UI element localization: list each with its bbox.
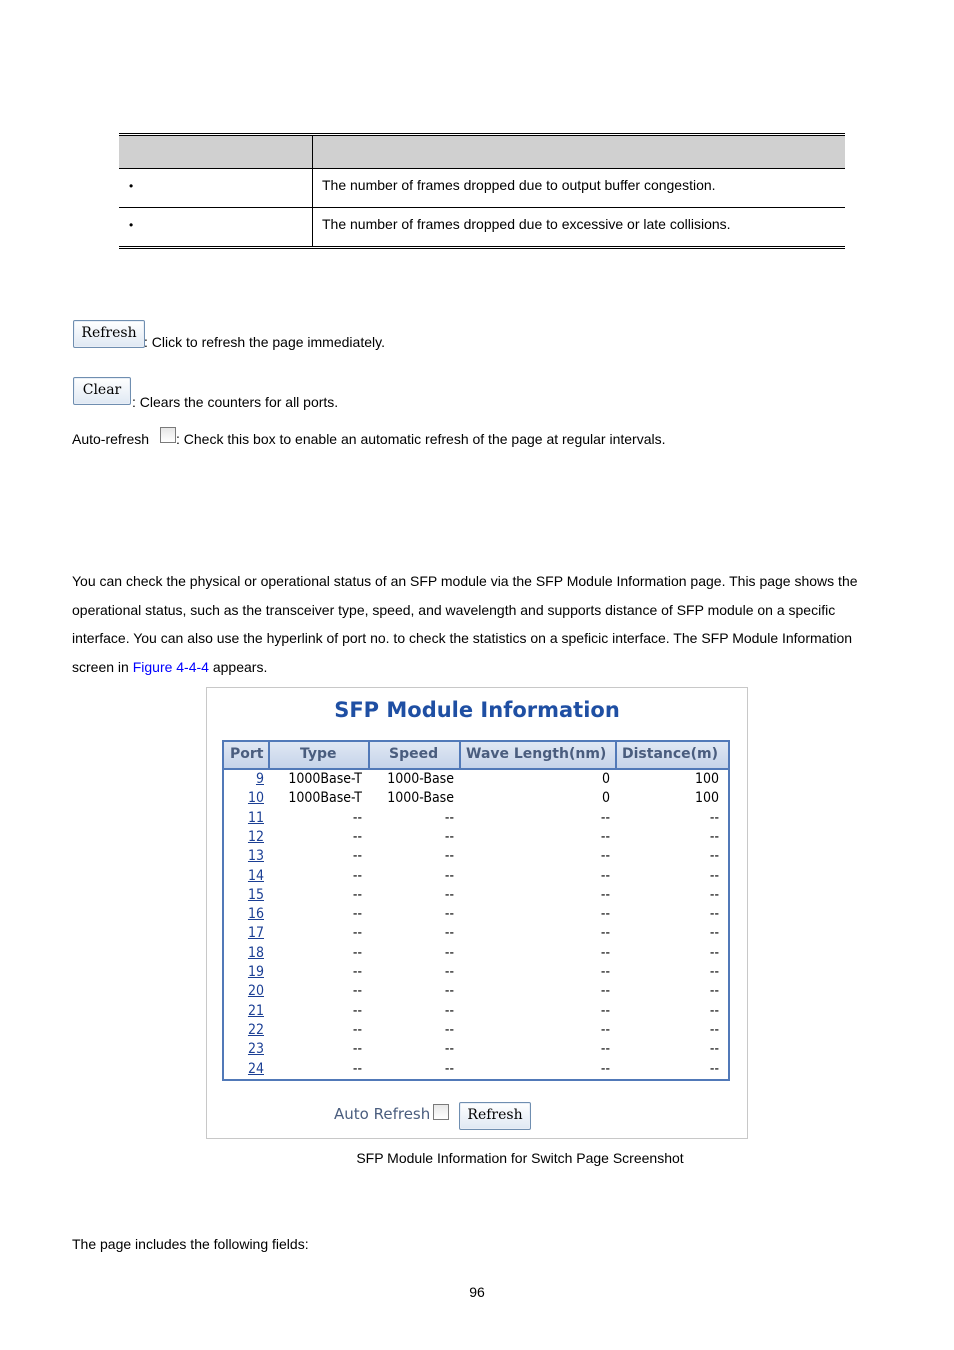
distance-cell: 100 xyxy=(694,790,719,807)
distance-cell: -- xyxy=(709,944,719,961)
table-row xyxy=(224,1003,728,1022)
distance-cell: -- xyxy=(709,867,719,884)
table-row xyxy=(224,964,728,983)
auto-refresh-text: Auto Refresh xyxy=(334,1105,431,1123)
type-cell: -- xyxy=(352,867,362,884)
wave-length-cell: -- xyxy=(600,906,610,923)
port-link[interactable]: 15 xyxy=(247,886,264,903)
table-row xyxy=(224,848,728,867)
port-link[interactable]: 21 xyxy=(247,1002,264,1019)
speed-cell: -- xyxy=(444,906,454,923)
sfp-screenshot xyxy=(206,687,748,1139)
type-cell: -- xyxy=(352,944,362,961)
speed-cell: -- xyxy=(444,925,454,942)
type-cell: -- xyxy=(352,886,362,903)
port-link[interactable]: 18 xyxy=(247,944,264,961)
wave-length-cell: -- xyxy=(600,1041,610,1058)
col-distance: Distance(m) xyxy=(622,746,719,762)
col-wave-length: Wave Length(nm) xyxy=(466,746,607,762)
row-description: The number of frames dropped due to output buffer congestion. xyxy=(322,177,716,193)
figure-caption: SFP Module Information for Switch Page Screenshot xyxy=(356,1150,684,1166)
sfp-table xyxy=(222,740,730,1081)
distance-cell: -- xyxy=(709,925,719,942)
distance-cell: -- xyxy=(709,1060,719,1077)
speed-cell: -- xyxy=(444,1060,454,1077)
type-cell: -- xyxy=(352,848,362,865)
page-number: 96 xyxy=(469,1284,485,1300)
speed-cell: -- xyxy=(444,886,454,903)
table-row xyxy=(224,1061,728,1080)
type-cell: -- xyxy=(352,809,362,826)
bullet: • xyxy=(129,218,134,232)
port-link[interactable]: 9 xyxy=(255,771,264,787)
auto-refresh-checkbox[interactable] xyxy=(433,1104,449,1120)
table-row xyxy=(224,945,728,964)
distance-cell: -- xyxy=(709,1021,719,1038)
type-cell: -- xyxy=(352,925,362,942)
speed-cell: -- xyxy=(444,1002,454,1019)
bullet: • xyxy=(129,179,134,193)
col-type: Type xyxy=(300,746,337,762)
port-link[interactable]: 14 xyxy=(247,867,264,884)
speed-cell: -- xyxy=(444,983,454,1000)
port-link[interactable]: 22 xyxy=(247,1021,264,1038)
port-link[interactable]: 11 xyxy=(247,809,264,826)
speed-cell: -- xyxy=(444,1021,454,1038)
speed-cell: -- xyxy=(444,867,454,884)
clear-button-image: Clear xyxy=(73,377,131,405)
figure-link[interactable]: Figure 4-4-4 xyxy=(132,658,209,675)
intro-text-end: appears. xyxy=(208,658,268,675)
wave-length-cell: -- xyxy=(600,848,610,865)
type-cell: 1000Base-T xyxy=(288,790,362,807)
table-row xyxy=(224,771,728,790)
distance-cell: -- xyxy=(709,886,719,903)
clear-description: : Clears the counters for all ports. xyxy=(132,394,339,410)
intro-paragraph xyxy=(72,567,884,681)
table-row xyxy=(119,169,845,208)
table-row xyxy=(224,925,728,944)
col-port: Port xyxy=(230,746,264,762)
port-link[interactable]: 20 xyxy=(247,983,264,1000)
port-link[interactable]: 24 xyxy=(247,1060,264,1077)
wave-length-cell: -- xyxy=(600,867,610,884)
refresh-description: : Click to refresh the page immediately. xyxy=(144,334,385,350)
wave-length-cell: -- xyxy=(600,809,610,826)
wave-length-cell: -- xyxy=(600,925,610,942)
table-row xyxy=(119,208,845,246)
table-row xyxy=(224,868,728,887)
wave-length-cell: -- xyxy=(600,944,610,961)
fields-intro: The page includes the following fields: xyxy=(72,1236,309,1252)
wave-length-cell: -- xyxy=(600,828,610,845)
port-link[interactable]: 19 xyxy=(247,964,264,980)
speed-cell: -- xyxy=(444,848,454,865)
table-row xyxy=(224,1022,728,1041)
wave-length-cell: 0 xyxy=(601,790,610,807)
refresh-button-image: Refresh xyxy=(73,320,145,348)
port-link[interactable]: 12 xyxy=(247,828,264,845)
type-cell: -- xyxy=(352,964,362,980)
distance-cell: -- xyxy=(709,1041,719,1058)
wave-length-cell: -- xyxy=(600,886,610,903)
port-link[interactable]: 10 xyxy=(247,790,264,807)
speed-cell: -- xyxy=(444,964,454,980)
distance-cell: -- xyxy=(709,848,719,865)
table-header xyxy=(119,136,845,169)
wave-length-cell: -- xyxy=(600,1021,610,1038)
distance-cell: -- xyxy=(709,809,719,826)
speed-cell: -- xyxy=(444,944,454,961)
port-link[interactable]: 16 xyxy=(247,906,264,923)
type-cell: -- xyxy=(352,1021,362,1038)
distance-cell: -- xyxy=(709,1002,719,1019)
distance-cell: -- xyxy=(709,983,719,1000)
refresh-button[interactable]: Refresh xyxy=(459,1102,531,1130)
table-row xyxy=(224,829,728,848)
auto-refresh-description: : Check this box to enable an automatic refresh of the page at regular intervals. xyxy=(176,431,666,447)
type-cell: -- xyxy=(352,1002,362,1019)
wave-length-cell: -- xyxy=(600,1002,610,1019)
type-cell: -- xyxy=(352,983,362,1000)
speed-cell: -- xyxy=(444,809,454,826)
wave-length-cell: 0 xyxy=(601,771,610,787)
table-row xyxy=(224,790,728,809)
type-cell: -- xyxy=(352,1060,362,1077)
sfp-title: SFP Module Information xyxy=(334,698,620,722)
type-cell: -- xyxy=(352,828,362,845)
distance-cell: -- xyxy=(709,828,719,845)
counters-table xyxy=(119,133,845,249)
table-row xyxy=(224,983,728,1002)
distance-cell: -- xyxy=(709,906,719,923)
table-row xyxy=(224,906,728,925)
port-link[interactable]: 13 xyxy=(247,848,264,865)
table-row xyxy=(224,1041,728,1060)
table-row xyxy=(224,887,728,906)
col-speed: Speed xyxy=(389,746,439,762)
wave-length-cell: -- xyxy=(600,983,610,1000)
type-cell: 1000Base-T xyxy=(288,771,362,787)
auto-refresh-label: Auto-refresh xyxy=(72,431,150,447)
port-link[interactable]: 23 xyxy=(247,1041,264,1058)
table-row xyxy=(224,810,728,829)
distance-cell: -- xyxy=(709,964,719,980)
speed-cell: -- xyxy=(444,828,454,845)
type-cell: -- xyxy=(352,1041,362,1058)
checkbox-icon xyxy=(160,427,176,443)
distance-cell: 100 xyxy=(694,771,719,787)
intro-text: You can check the physical or operational status of an SFP module via the SFP Module Information page. This page shows the operational status, such as the transceiver type, speed, and wavelength and supports distance of SFP module on a specific interface. You can also use the hyperlink of port no. to check the statistics on a speficic interface. The SFP Module Information screen in xyxy=(72,573,858,675)
speed-cell: 1000-Base xyxy=(387,771,454,787)
speed-cell: -- xyxy=(444,1041,454,1058)
wave-length-cell: -- xyxy=(600,1060,610,1077)
type-cell: -- xyxy=(352,906,362,923)
speed-cell: 1000-Base xyxy=(387,790,454,807)
sfp-table-header xyxy=(224,742,728,770)
row-description: The number of frames dropped due to excessive or late collisions. xyxy=(322,216,731,232)
port-link[interactable]: 17 xyxy=(247,925,264,942)
wave-length-cell: -- xyxy=(600,964,610,980)
